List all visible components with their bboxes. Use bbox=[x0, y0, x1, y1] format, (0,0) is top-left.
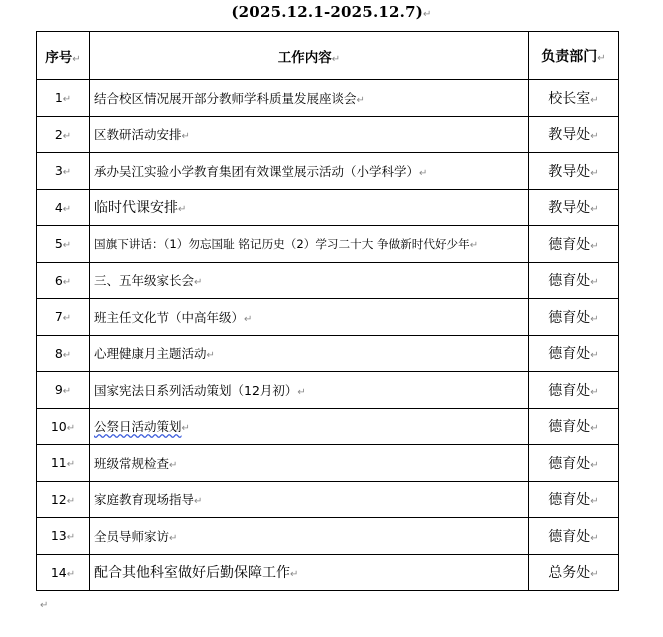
table-header-row bbox=[37, 32, 619, 80]
cell-dept: 德育处↵ bbox=[529, 226, 619, 263]
cell-content: 国家宪法日系列活动策划（12月初）↵ bbox=[90, 372, 529, 409]
cell-dept: 德育处↵ bbox=[529, 299, 619, 336]
cell-content: 家庭教育现场指导↵ bbox=[90, 481, 529, 518]
cell-content: 全员导师家访↵ bbox=[90, 518, 529, 555]
table-row bbox=[37, 481, 619, 518]
header-no: 序号↵ bbox=[37, 32, 90, 80]
cell-dept: 德育处↵ bbox=[529, 445, 619, 482]
header-content: 工作内容↵ bbox=[90, 32, 529, 80]
schedule-table bbox=[36, 31, 619, 591]
cell-no: 10↵ bbox=[37, 408, 90, 445]
table-row bbox=[37, 226, 619, 263]
paragraph-mark-icon: ↵ bbox=[597, 52, 606, 64]
paragraph-mark-icon: ↵ bbox=[331, 53, 341, 65]
table-row bbox=[37, 262, 619, 299]
cell-content: 区教研活动安排↵ bbox=[90, 116, 529, 153]
cell-dept: 校长室↵ bbox=[529, 80, 619, 117]
cell-content: 结合校区情况展开部分教师学科质量发展座谈会↵ bbox=[90, 80, 529, 117]
cell-no: 13↵ bbox=[37, 518, 90, 555]
cell-no: 14↵ bbox=[37, 554, 90, 591]
table-row bbox=[37, 518, 619, 555]
cell-content: 班主任文化节（中高年级）↵ bbox=[90, 299, 529, 336]
table-row bbox=[37, 189, 619, 226]
cell-no: 12↵ bbox=[37, 481, 90, 518]
cell-dept: 德育处↵ bbox=[529, 518, 619, 555]
cell-no: 9↵ bbox=[37, 372, 90, 409]
table-row bbox=[37, 554, 619, 591]
cell-no: 3↵ bbox=[37, 153, 90, 190]
document-title bbox=[0, 3, 663, 21]
table-row bbox=[37, 408, 619, 445]
cell-no: 6↵ bbox=[37, 262, 90, 299]
cell-dept: 德育处↵ bbox=[529, 335, 619, 372]
table-row bbox=[37, 445, 619, 482]
table-row bbox=[37, 335, 619, 372]
cell-no: 7↵ bbox=[37, 299, 90, 336]
cell-dept: 德育处↵ bbox=[529, 262, 619, 299]
paragraph-mark-icon: ↵ bbox=[72, 53, 81, 65]
table-row bbox=[37, 153, 619, 190]
cell-dept: 教导处↵ bbox=[529, 116, 619, 153]
cell-content: 临时代课安排↵ bbox=[90, 189, 529, 226]
cell-dept: 德育处↵ bbox=[529, 408, 619, 445]
cell-dept: 德育处↵ bbox=[529, 372, 619, 409]
paragraph-mark-icon: ↵ bbox=[40, 600, 49, 611]
cell-no: 11↵ bbox=[37, 445, 90, 482]
spellcheck-underlined-text: 公祭日活动策划 bbox=[94, 419, 182, 435]
cell-no: 5↵ bbox=[37, 226, 90, 263]
cell-content: 配合其他科室做好后勤保障工作↵ bbox=[90, 554, 529, 591]
cell-no: 8↵ bbox=[37, 335, 90, 372]
table-row bbox=[37, 80, 619, 117]
paragraph-mark-icon: ↵ bbox=[423, 9, 432, 20]
title-text: (2025.12.1-2025.12.7) bbox=[231, 3, 424, 21]
cell-dept: 德育处↵ bbox=[529, 481, 619, 518]
table-row bbox=[37, 299, 619, 336]
cell-content: 国旗下讲话：（1）勿忘国耻 铭记历史（2）学习二十大 争做新时代好少年↵ bbox=[90, 226, 529, 263]
cell-content: 承办吴江实验小学教育集团有效课堂展示活动（小学科学）↵ bbox=[90, 153, 529, 190]
cell-content: 三、五年级家长会↵ bbox=[90, 262, 529, 299]
cell-content: 班级常规检查↵ bbox=[90, 445, 529, 482]
cell-content: 心理健康月主题活动↵ bbox=[90, 335, 529, 372]
header-dept: 负责部门↵ bbox=[529, 32, 619, 80]
cell-dept: 总务处↵ bbox=[529, 554, 619, 591]
cell-dept: 教导处↵ bbox=[529, 153, 619, 190]
table-row bbox=[37, 372, 619, 409]
cell-no: 1↵ bbox=[37, 80, 90, 117]
cell-no: 4↵ bbox=[37, 189, 90, 226]
table-row bbox=[37, 116, 619, 153]
cell-content: 公祭日活动策划↵ bbox=[90, 408, 529, 445]
cell-dept: 教导处↵ bbox=[529, 189, 619, 226]
cell-no: 2↵ bbox=[37, 116, 90, 153]
